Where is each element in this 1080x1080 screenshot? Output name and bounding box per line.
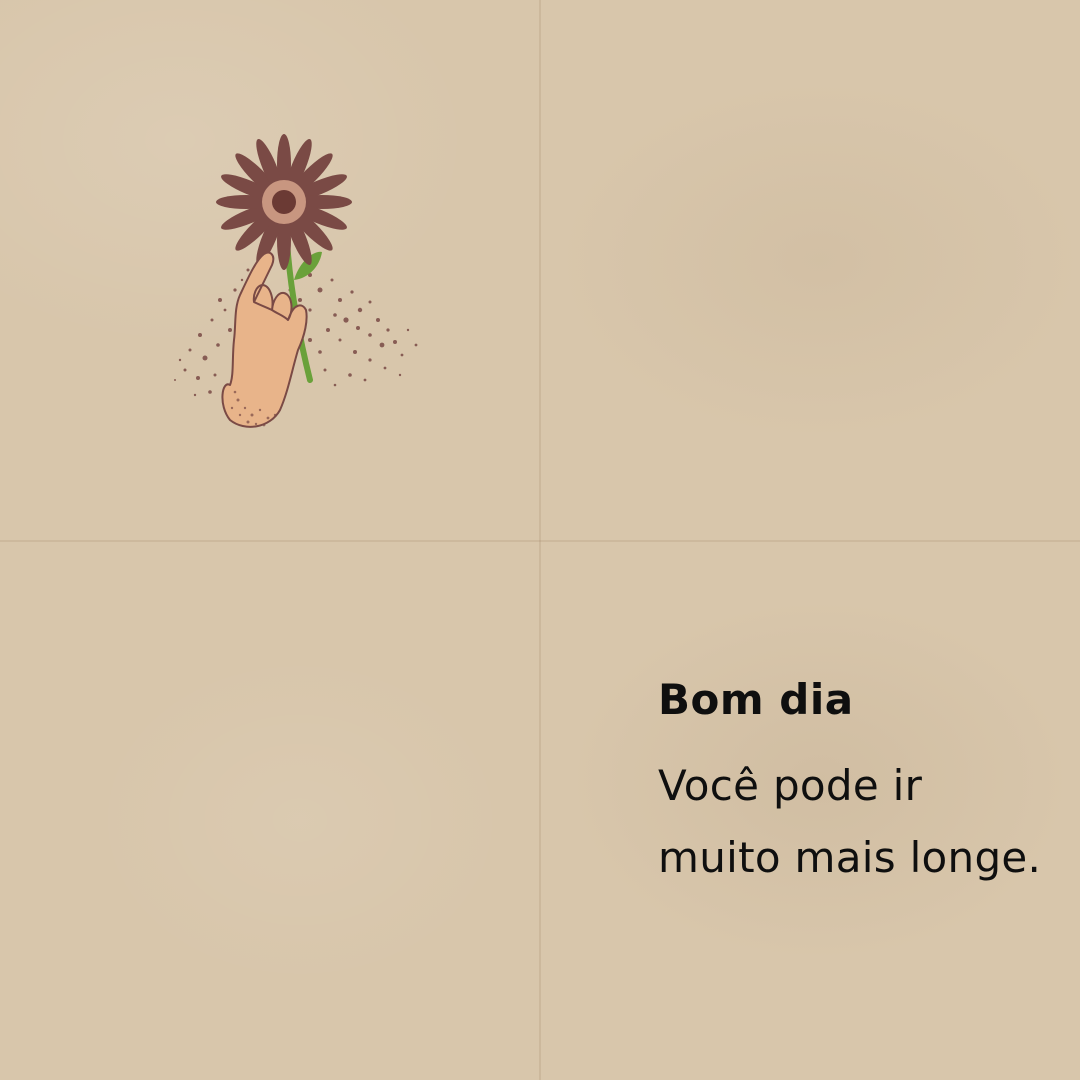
hand [222, 253, 306, 427]
greeting-title: Bom dia [658, 675, 854, 724]
flower-head [216, 134, 352, 270]
message-line-1: Você pode ir [658, 761, 923, 810]
message-line-2: muito mais longe. [658, 833, 1042, 882]
hand-holding-flower-icon [160, 130, 440, 440]
message-block [658, 672, 1068, 894]
paper-seam-horizontal [0, 540, 1080, 542]
message-text [658, 750, 1068, 894]
